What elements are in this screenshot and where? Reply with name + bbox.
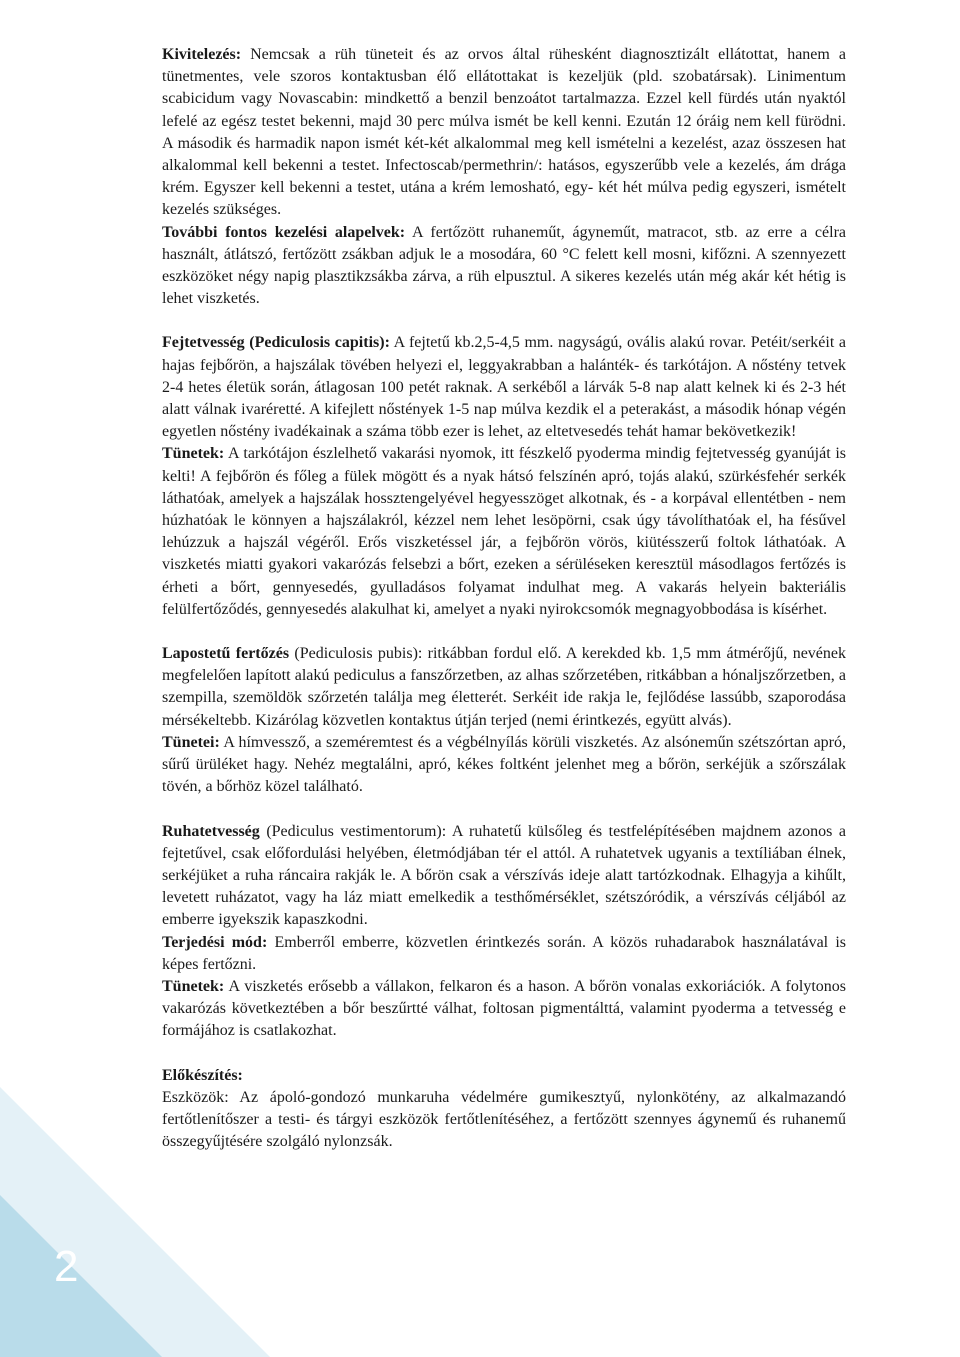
paragraph-text: A fejtetű kb.2,5-4,5 mm. nagyságú, ovális alakú rovar. Petéit/serkéit a hajas fejbőrön, a hajszálak tövében helyezi el, leggyakrabban a halánték- és tarkótájon. A nőstény tetvek 2-4 hetes életük során, átlagosan 100 petét raknak. A serkéből a lárvák 5-8 nap alatt kelnek ki és 2-3 hét alatt válnak ivaréretté. A kifejlett nőstények 1-5 nap múlva kezdik el a peterakást, a második hónap végén egyetlen nőstény ivadékainak a száma több ezer is lehet, az eltetvesedés tehát hamar bekövetkezik!: [162, 334, 847, 441]
paragraph-label: Tünetei:: [162, 733, 220, 751]
paragraph-label: Tünetek:: [162, 977, 225, 995]
paragraph-label: Kivitelezés:: [162, 46, 242, 63]
paragraph-eszkozok: [162, 1087, 846, 1154]
paragraph-text: Eszközök: Az ápoló-gondozó munkaruha védelmére gumikesztyű, nylonkötény, az alkalmazandó fertőtlenítőszer a testi- és tárgyi eszközök fertőtlenítéséhez, a fertőzött szennyes ágynemű és ruhanemű összegyűjtésére szolgáló nylonzsák.: [162, 1088, 846, 1151]
paragraph-terjedesi-mod: [162, 932, 846, 976]
section-heading-elokeszites: [162, 1065, 846, 1087]
paragraph-text: Nemcsak a rüh tüneteit és az orvos által rühesként diagnosztizált ellátottat, hanem a tünetmentes, vele szoros kontaktusban élő ellátottakat is kezeljük (pld. szobatársak). Linimentum scabicidum vagy Novascabin: mindkettő a benzil benzoátot tartalmazza. Ezzel kell fürdés után nyaktól lefelé az egész testet bekenni, majd 30 perc múlva ismét be kell kenni. Ezután 12 óráig nem kell fürödni. A második és harmadik napon ismét két-két alkalommal meg kell ismételni a kezelést, azaz összesen hat alkalommal kell bekenni a testet. Infectoscab/permethrin/: hatásos, egyszerűbb vele a kezelés, ám drága krém. Egyszer kell bekenni a testet, utána a krém lemosható, egy- két hét múlva pedig egyszeri, ismételt kezelés szükséges.: [162, 46, 846, 219]
paragraph-lapostetu-tunetei: [162, 732, 846, 799]
paragraph-label: További fontos kezelési alapelvek:: [162, 223, 406, 241]
paragraph-text: A viszketés erősebb a vállakon, felkaron és a hason. A bőrön vonalas exkoriációk. A folytonos vakarózás következtében a bőr beszűrtté válhat, foltosan pigmentálttá, valamint pyoderma a tetvesség e formájához is csatlakozhat.: [162, 977, 846, 1040]
paragraph-label: Tünetek:: [162, 445, 225, 463]
paragraph-text: (Pediculosis pubis): ritkábban fordul elő. A kerekded kb. 1,5 mm átmérőjű, nevének megfelelően lapított alakú pediculus a fanszőrzetben, az alhas szőrzetében, ritkábban a hónaljszőrzetben, a szempilla, szemöldök szőrzetén találja meg életterét. Serkéit ide rakja le, fejlődése lassúbb, szaporodása mérsékeltebb. Kizárólag közvetlen kontaktus útján terjed (nemi érintkezés, együtt alvás).: [162, 645, 847, 729]
paragraph-kezelesi-alapelvek: [162, 222, 846, 311]
paragraph-label: Előkészítés:: [162, 1066, 243, 1084]
paragraph-ruhatetvesseg: [162, 821, 846, 932]
paragraph-ruhatetvesseg-tunetek: [162, 976, 846, 1043]
paragraph-text: A fertőzött ruhaneműt, ágyneműt, matracot, stb. az erre a célra használt, átlátszó, fertőzött zsákban adjuk le a mosodára, 60 °C felett kell mosni, kifőzni. A szennyezett eszközöket négy napig plasztikzsákba zárva, a rüh elpusztul. A sikeres kezelés után még akár két hétig is lehet viszketés.: [162, 223, 846, 308]
paragraph-label: Terjedési mód:: [162, 933, 268, 951]
paragraph-text: (Pediculus vestimentorum): A ruhatetű külsőleg és testfelépítésében majdnem azonos a fejtetűvel, csak előfordulási helyében, életmódjában tér el attól. A ruhatetvek ugyanis a textíliában élnek, serkéjüket a ruha ráncaira rakják le. A bőrön csak a vérszívás ideje alatt tartózkodnak. Elhagyja a kihűlt, levetett ruházatot, vagy ha láz miatt emelkedik a testhőmérséklet, szétszóródik, a vérszívás céljából az emberre igyekszik kapaszkodni.: [162, 822, 846, 929]
paragraph-kivitelezes: [162, 44, 846, 222]
paragraph-text: Emberről emberre, közvetlen érintkezés során. A közös ruhadarabok használatával is képes fertőzni.: [162, 933, 847, 973]
paragraph-fejtetvesseg-tunetek: [162, 443, 846, 621]
paragraph-text: A tarkótájon észlelhető vakarási nyomok, itt fészkelő pyoderma mindig fejtetvesség gyanúját is kelti! A fejbőrön és főleg a fülek mögött és a nyak hátsó felszínén apró, tojás alakú, szürkésfehér serkék láthatóak, amelyek a hajszálak hossztengelyével hegyesszöget alkotnak, és - a korpával ellentétben - nem húzhatóak le könnyen a hajszálakról, kézzel nem lehet lesöpörni, csak úgy távolíthatóak el, ha fésűvel lehúzzuk a hajszál végéről. Erős viszketéssel jár, a fejbőrön vörös, kiütésszerű foltok láthatóak. A viszketés miatti gyakori vakarózás felsebzi a bőrt, ezeken a sérüléseken keresztül másodlagos fertőzés is érheti a bőrt, gennyesedés, gyulladásos folyamat indulhat meg. A vakarás helyein bakteriális felülfertőződés, gennyesedés alakulhat ki, amelyet a nyaki nyirokcsomók megnagyobbodása is kísérhet.: [162, 445, 846, 618]
page-number: 2: [54, 1242, 79, 1291]
paragraph-label: Ruhatetvesség: [162, 822, 260, 840]
paragraph-text: A hímvessző, a szeméremtest és a végbélnyílás körüli viszketés. Az alsóneműn szétszórtan apró, sűrű ürüléket hagy. Nehéz megtalálni, apró, kékes foltként jelenhet meg a bőrön, serkéjük a szőrszálak tövén, a bőrhöz közel található.: [162, 733, 846, 796]
paragraph-fejtetvesseg: [162, 332, 846, 443]
paragraph-label: Lapostetű fertőzés: [162, 645, 290, 663]
paragraph-label: Fejtetvesség (Pediculosis capitis):: [162, 334, 390, 352]
paragraph-lapostetu: [162, 643, 846, 732]
document-body: [162, 44, 846, 1153]
